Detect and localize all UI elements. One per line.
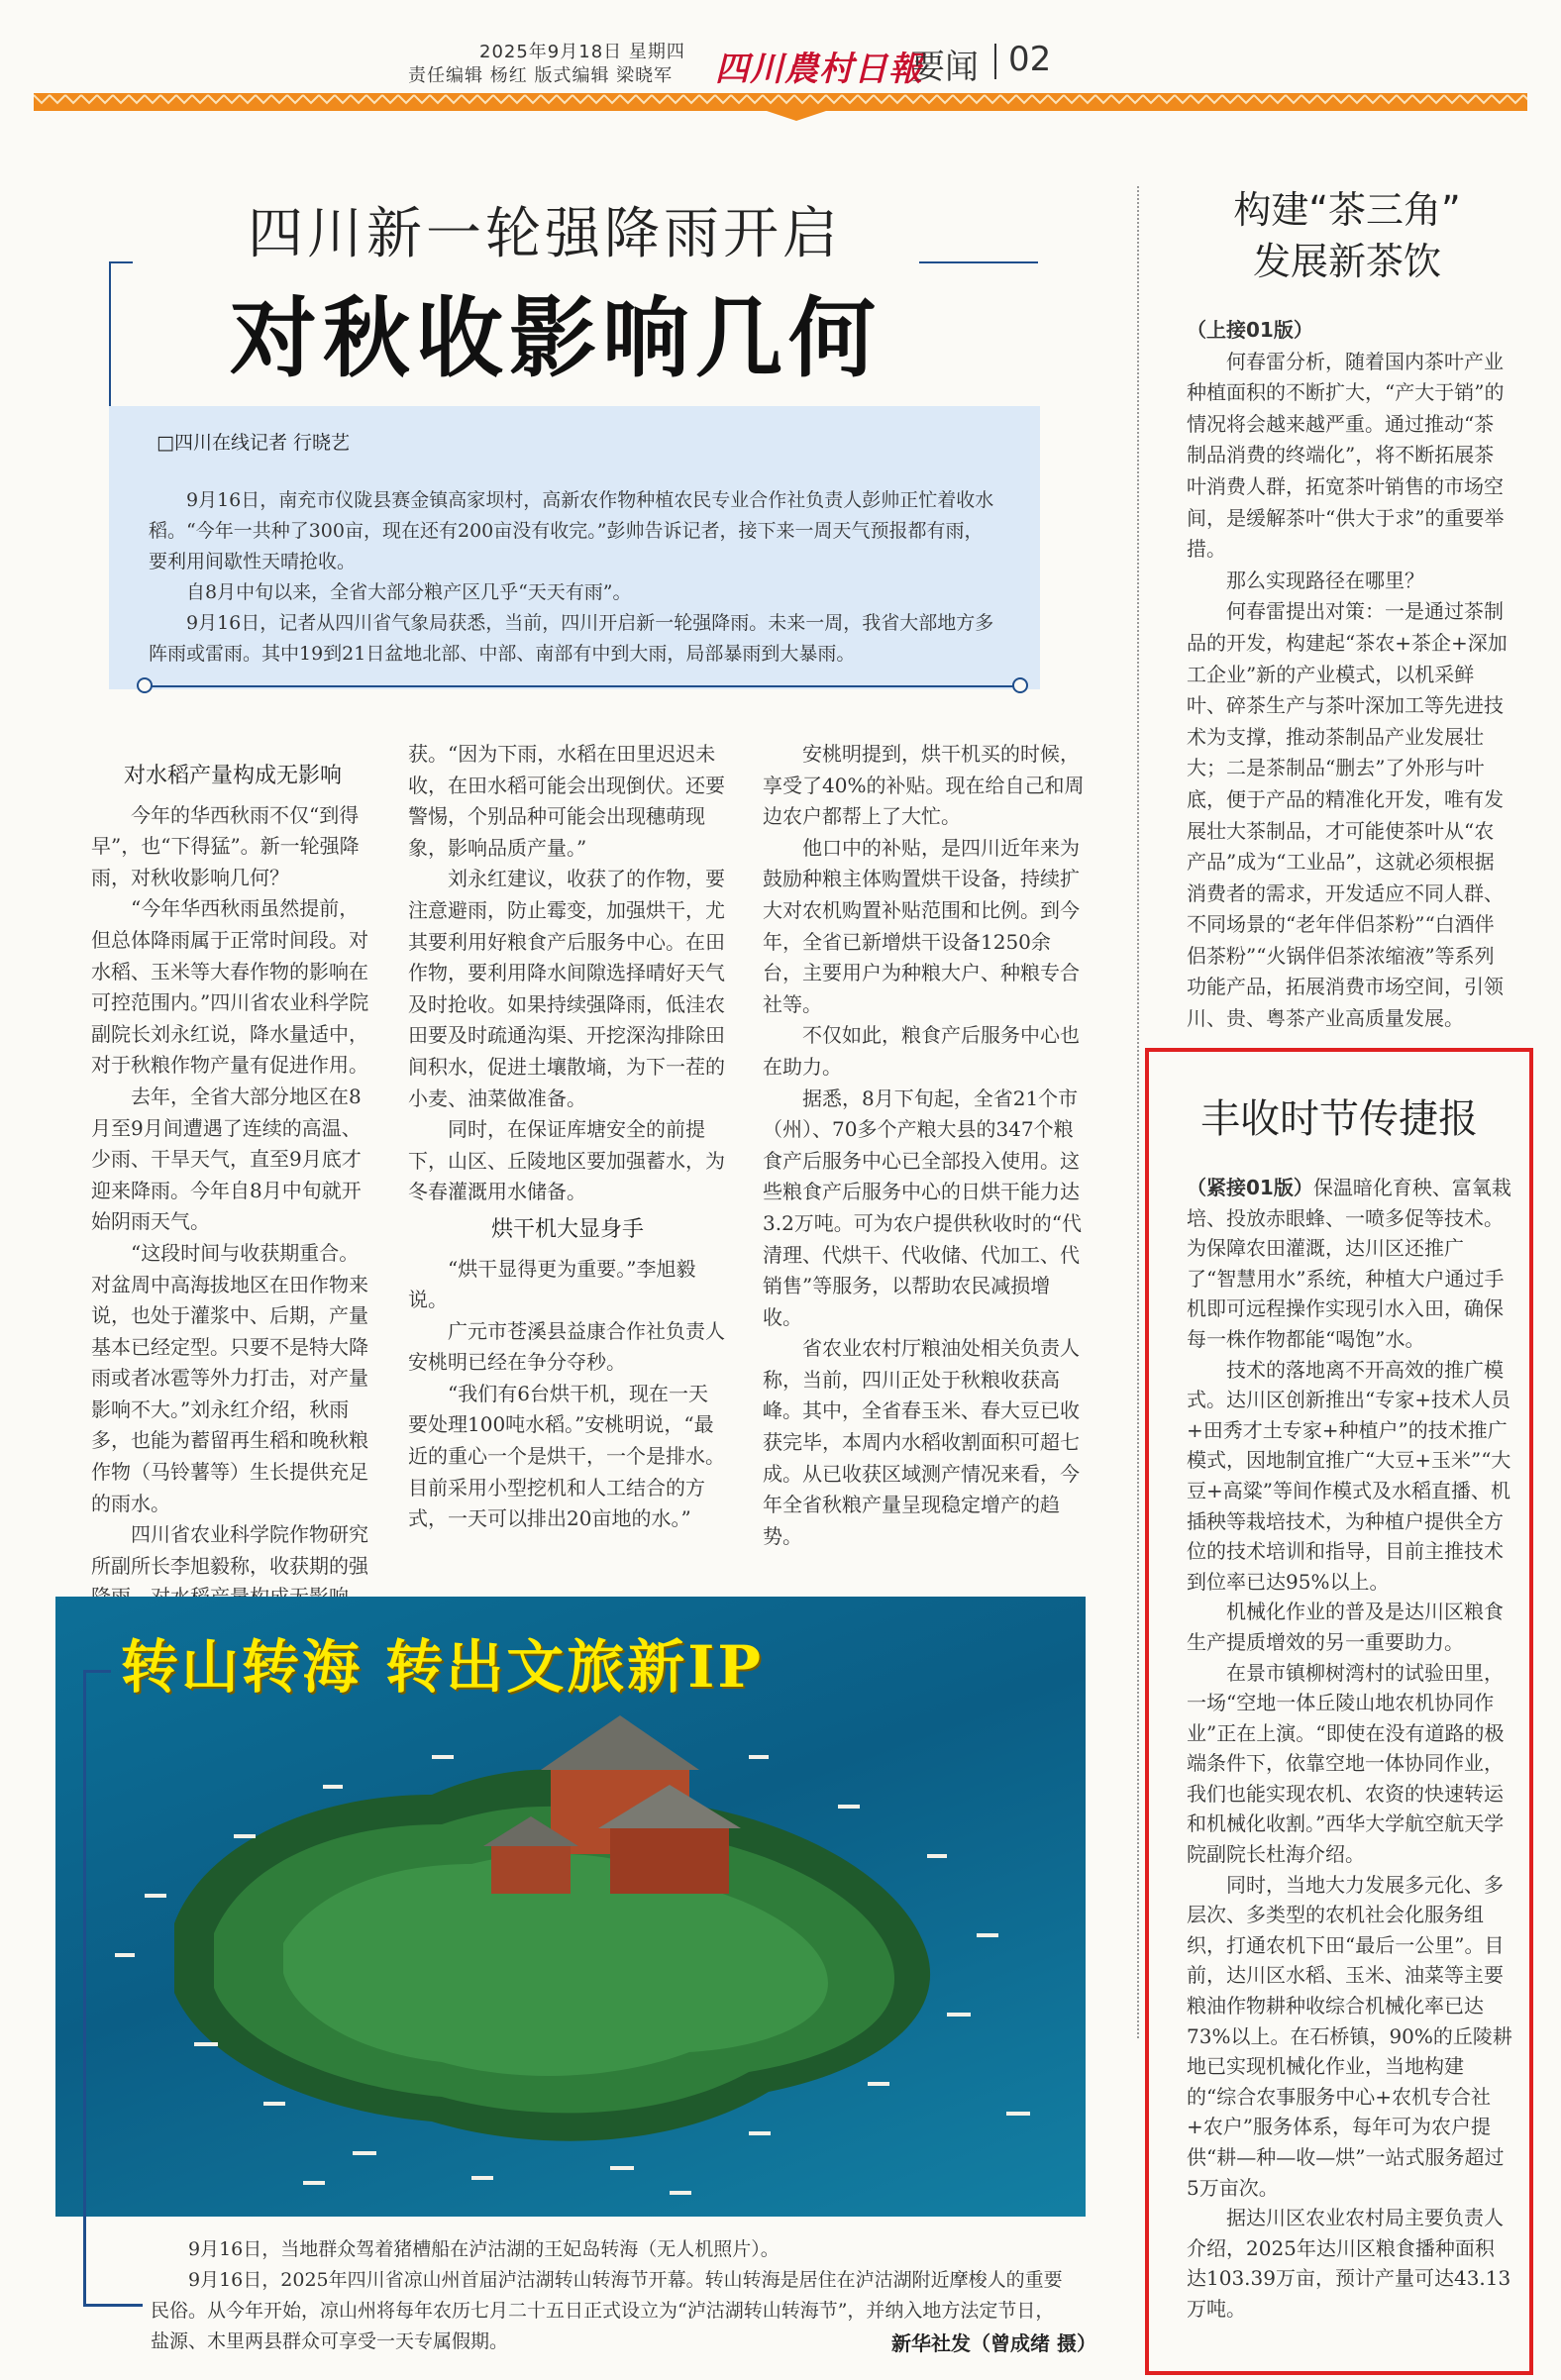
- article-column-2: [408, 739, 727, 1535]
- rule-dot-left: [137, 677, 153, 693]
- lead-paragraph: 自8月中旬以来，全省大部分粮产区几乎“天天有雨”。: [186, 581, 632, 603]
- caption-line: 9月16日，当地群众驾着猪槽船在泸沽湖的王妃岛转海（无人机照片）。: [188, 2238, 780, 2260]
- page-number: 02: [1008, 40, 1052, 79]
- paragraph-text: 保温暗化育秧、富氧栽培、投放赤眼蜂、一喷多促等技术。为保障农田灌溉，达川区还推广了“智慧用水”系统，种植大户通过手机即可远程操作实现引水入田，确保每一株作物都能“喝饱”水。: [1187, 1176, 1511, 1351]
- lead-box-rule: [149, 685, 1020, 687]
- paragraph: 安桃明提到，烘干机买的时候，享受了40%的补贴。现在给自己和周边农户都帮上了大忙。: [763, 742, 1085, 829]
- article-column-1: [91, 755, 374, 1645]
- lead-text: [149, 485, 1000, 670]
- side-article-title: [1159, 184, 1535, 287]
- paragraph: 机械化作业的普及是达川区粮食生产提质增效的另一重要助力。: [1187, 1600, 1504, 1654]
- continued-label: （上接01版）: [1187, 318, 1313, 342]
- paragraph: “这段时间与收获期重合。对盆周中高海拔地区在田作物来说，也处于灌浆中、后期，产量基本已经定型。只要不是特大降雨或者冰雹等外力打击，对产量影响不大。”刘永红介绍，秋雨多，也能为蓄留再生稻和晚秋粮作物（马铃薯等）生长提供充足的雨水。: [91, 1240, 368, 1515]
- masthead-divider: [994, 44, 996, 79]
- bracket-bottom: [83, 2304, 143, 2307]
- photo-credit: 新华社发（曾成绪 摄）: [891, 2331, 1096, 2355]
- lead-paragraph: 9月16日，南充市仪陇县赛金镇高家坝村，高新农作物种植农民专业合作社负责人彭帅正忙着收水稻。“今年一共种了300亩，现在还有200亩没有收完。”彭帅告诉记者，接下来一周天气预报都有雨，要利用间歇性天晴抢收。: [149, 489, 994, 572]
- side-title-line2: 发展新茶饮: [1252, 240, 1441, 283]
- section-name: 要闻: [911, 48, 979, 87]
- paragraph: 获。“因为下雨，水稻在田里迟迟未收，在田水稻可能会出现倒伏。还要警惕，个别品种可能会出现穗萌现象，影响品质产量。”: [408, 742, 725, 860]
- rule-dot-right: [1012, 677, 1028, 693]
- headline-frame-top: [109, 261, 133, 263]
- paragraph: 去年，全省大部分地区在8月至9月间遭遇了连续的高温、少雨、干旱天气，直至9月底才迎来降雨。今年自8月中旬就开始阴雨天气。: [91, 1084, 362, 1234]
- paragraph: 何春雷分析，随着国内茶叶产业种植面积的不断扩大，“产大于销”的情况将会越来越严重。通过推动“茶制品消费的终端化”，将不断拓展茶叶消费人群，拓宽茶叶销售的市场空间，是缓解茶叶“供大于求”的重要举措。: [1187, 349, 1505, 562]
- subheading: 对水稻产量构成无影响: [123, 764, 342, 788]
- headline-frame-left: [109, 261, 111, 420]
- paragraph: 在景市镇柳树湾村的试验田里，一场“空地一体丘陵山地农机协同作业”正在上演。“即使在没有道路的极端条件下，依靠空地一体协同作业，我们也能实现农机、农资的快速转运和机械化收割。”西华大学航空航天学院副院长杜海介绍。: [1187, 1660, 1505, 1867]
- continued-label: （紧接01版）: [1187, 1176, 1313, 1199]
- issue-date: 2025年9月18日 星期四: [479, 42, 685, 62]
- bracket-top: [83, 1670, 111, 1673]
- paragraph: “我们有6台烘干机，现在一天要处理100吨水稻。”安桃明说，“最近的重心一个是烘干，一个是排水。目前采用小型挖机和人工结合的方式，一天可以排出20亩地的水。”: [408, 1381, 725, 1531]
- photo-title: 转山转海 转出文旅新IP: [121, 1633, 764, 1701]
- paragraph: 四川省农业科学院作物研究所副所长李旭毅称，收获期的强: [91, 1522, 368, 1578]
- paragraph: 技术的落地离不开高效的推广模式。达川区创新推出“专家+技术人员+田秀才土专家+种植户”的技术推广模式，因地制宜推广“大豆+玉米”“大豆+高粱”等间作模式及水稻直播、机插秧等栽培技术，为种植户提供全方位的技术培训和指导，目前主推技术到位率已达95%以上。: [1187, 1357, 1511, 1594]
- paragraph: 他口中的补贴，是四川近年来为鼓励种粮主体购置烘干设备，持续扩大对农机购置补贴范围和比例。到今年，全省已新增烘干设备1250余台，主要用户为种粮大户、种粮专合社等。: [763, 835, 1080, 1016]
- paragraph: 同时，当地大力发展多元化、多层次、多类型的农机社会化服务组织，打通农机下田“最后一公里”。目前，达川区水稻、玉米、油菜等主要粮油作物耕种收综合机械化率已达73%以上。在石桥镇，90%的丘陵耕地已实现机械化作业，当地构建的“综合农事服务中心+农机专合社+农户”服务体系，每年可为农户提供“耕—种—收—烘”一站式服务超过5万亩次。: [1187, 1872, 1512, 2200]
- red-box-title: 丰收时节传捷报: [1200, 1096, 1478, 1142]
- paragraph: 刘永红建议，收获了的作物，要注意避雨，防止霉变，加强烘干，尤其要利用好粮食产后服务中心。在田作物，要利用降水间隙选择晴好天气及时抢收。如果持续强降雨，低洼农田要及时疏通沟渠、开挖深沟排除田间积水，促进土壤散墒，为下一茬的小麦、油菜做准备。: [408, 867, 725, 1110]
- paragraph: 据悉，8月下旬起，全省21个市（州）、70多个产粮大县的347个粮食产后服务中心已全部投入使用。这些粮食产后服务中心的日烘干能力达3.2万吨。可为农户提供秋收时的“代清理、代烘干、代收储、代加工、代销售”等服务，以帮助农民减损增收。: [763, 1086, 1083, 1329]
- masthead-band: [34, 93, 1527, 121]
- newspaper-logo: 四川農村日報: [715, 50, 923, 89]
- headline-frame-top-right: [919, 261, 1038, 263]
- paragraph: 同时，在保证库塘安全的前提下，山区、丘陵地区要加强蓄水，为冬春灌溉用水储备。: [408, 1117, 725, 1204]
- paragraph: “今年华西秋雨虽然提前，但总体降雨属于正常时间段。对水稻、玉米等大春作物的影响在可控范围内。”四川省农业科学院副院长刘永红说，降水量适中，对于秋粮作物产量有促进作用。: [91, 896, 369, 1078]
- paragraph: 据达川区农业农村局主要负责人介绍，2025年达川区粮食播种面积达103.39万亩，预计产量可达43.13万吨。: [1187, 2206, 1511, 2321]
- red-box-body: [1187, 1173, 1513, 2325]
- paragraph: 广元市苍溪县益康合作社负责人安桃明已经在争分夺秒。: [408, 1318, 725, 1375]
- paragraph: 省农业农村厅粮油处相关负责人称，当前，四川正处于秋粮收获高峰。其中，全省春玉米、春大豆已收获完毕，本周内水稻收割面积可超七成。从已收获区域测产情况来看，今年全省秋粮产量呈现稳定增产的趋势。: [763, 1336, 1080, 1548]
- paragraph: 那么实现路径在哪里？: [1226, 568, 1424, 592]
- caption-line: 9月16日，2025年四川省凉山州首届泸沽湖转山转海节开幕。转山转海是居住在泸沽湖附近摩梭人的重要民俗。从今年开始，凉山州将每年农历七月二十五日正式设立为“泸沽湖转山转海节”，并纳入地方法定节日，盐源、木里两县群众可享受一天专属假期。: [151, 2269, 1063, 2352]
- paragraph: “烘干显得更为重要。”李旭毅说。: [408, 1256, 696, 1312]
- column-separator: [1137, 186, 1139, 2038]
- headline-line2: 对秋收影响几何: [230, 287, 883, 389]
- headline-line1: 四川新一轮强降雨开启: [248, 202, 842, 266]
- article-column-3: [763, 739, 1086, 1552]
- paragraph: [1187, 1173, 1513, 1355]
- side-title-line1: 构建“茶三角”: [1233, 188, 1461, 232]
- side-article-body: [1187, 315, 1513, 1035]
- subheading: 烘干机大显身手: [490, 1216, 644, 1242]
- lead-paragraph: 9月16日，记者从四川省气象局获悉，当前，四川开启新一轮强降雨。未来一周，我省大部地方多阵雨或雷雨。其中19到21日盆地北部、中部、南部有中到大雨，局部暴雨到大暴雨。: [149, 612, 994, 665]
- bracket-left: [83, 1670, 86, 2304]
- byline: □四川在线记者 行晓艺: [156, 432, 350, 454]
- paragraph: 不仅如此，粮食产后服务中心也在助力。: [763, 1023, 1080, 1079]
- editors-line: 责任编辑 杨红 版式编辑 梁晓军: [408, 65, 674, 86]
- paragraph: 何春雷提出对策：一是通过茶制品的开发，构建起“茶农+茶企+深加工企业”新的产业模式，以机采鲜叶、碎茶生产与茶叶深加工等先进技术为支撑，推动茶制品产业发展壮大；二是茶制品“删去”了外形与叶底，便于产品的精准化开发，唯有发展壮大茶制品，才可能使茶叶从“农产品”成为“工业品”，这就必须根据消费者的需求，开发适应不同人群、不同场景的“老年伴侣茶粉”“白酒伴侣茶粉”“火锅伴侣茶浓缩液”等系列功能产品，拓展消费市场空间，引领川、贵、粤茶产业高质量发展。: [1187, 599, 1508, 1031]
- paragraph: 今年的华西秋雨不仅“到得早”，也“下得猛”。新一轮强降雨，对秋收影响几何？: [91, 802, 360, 889]
